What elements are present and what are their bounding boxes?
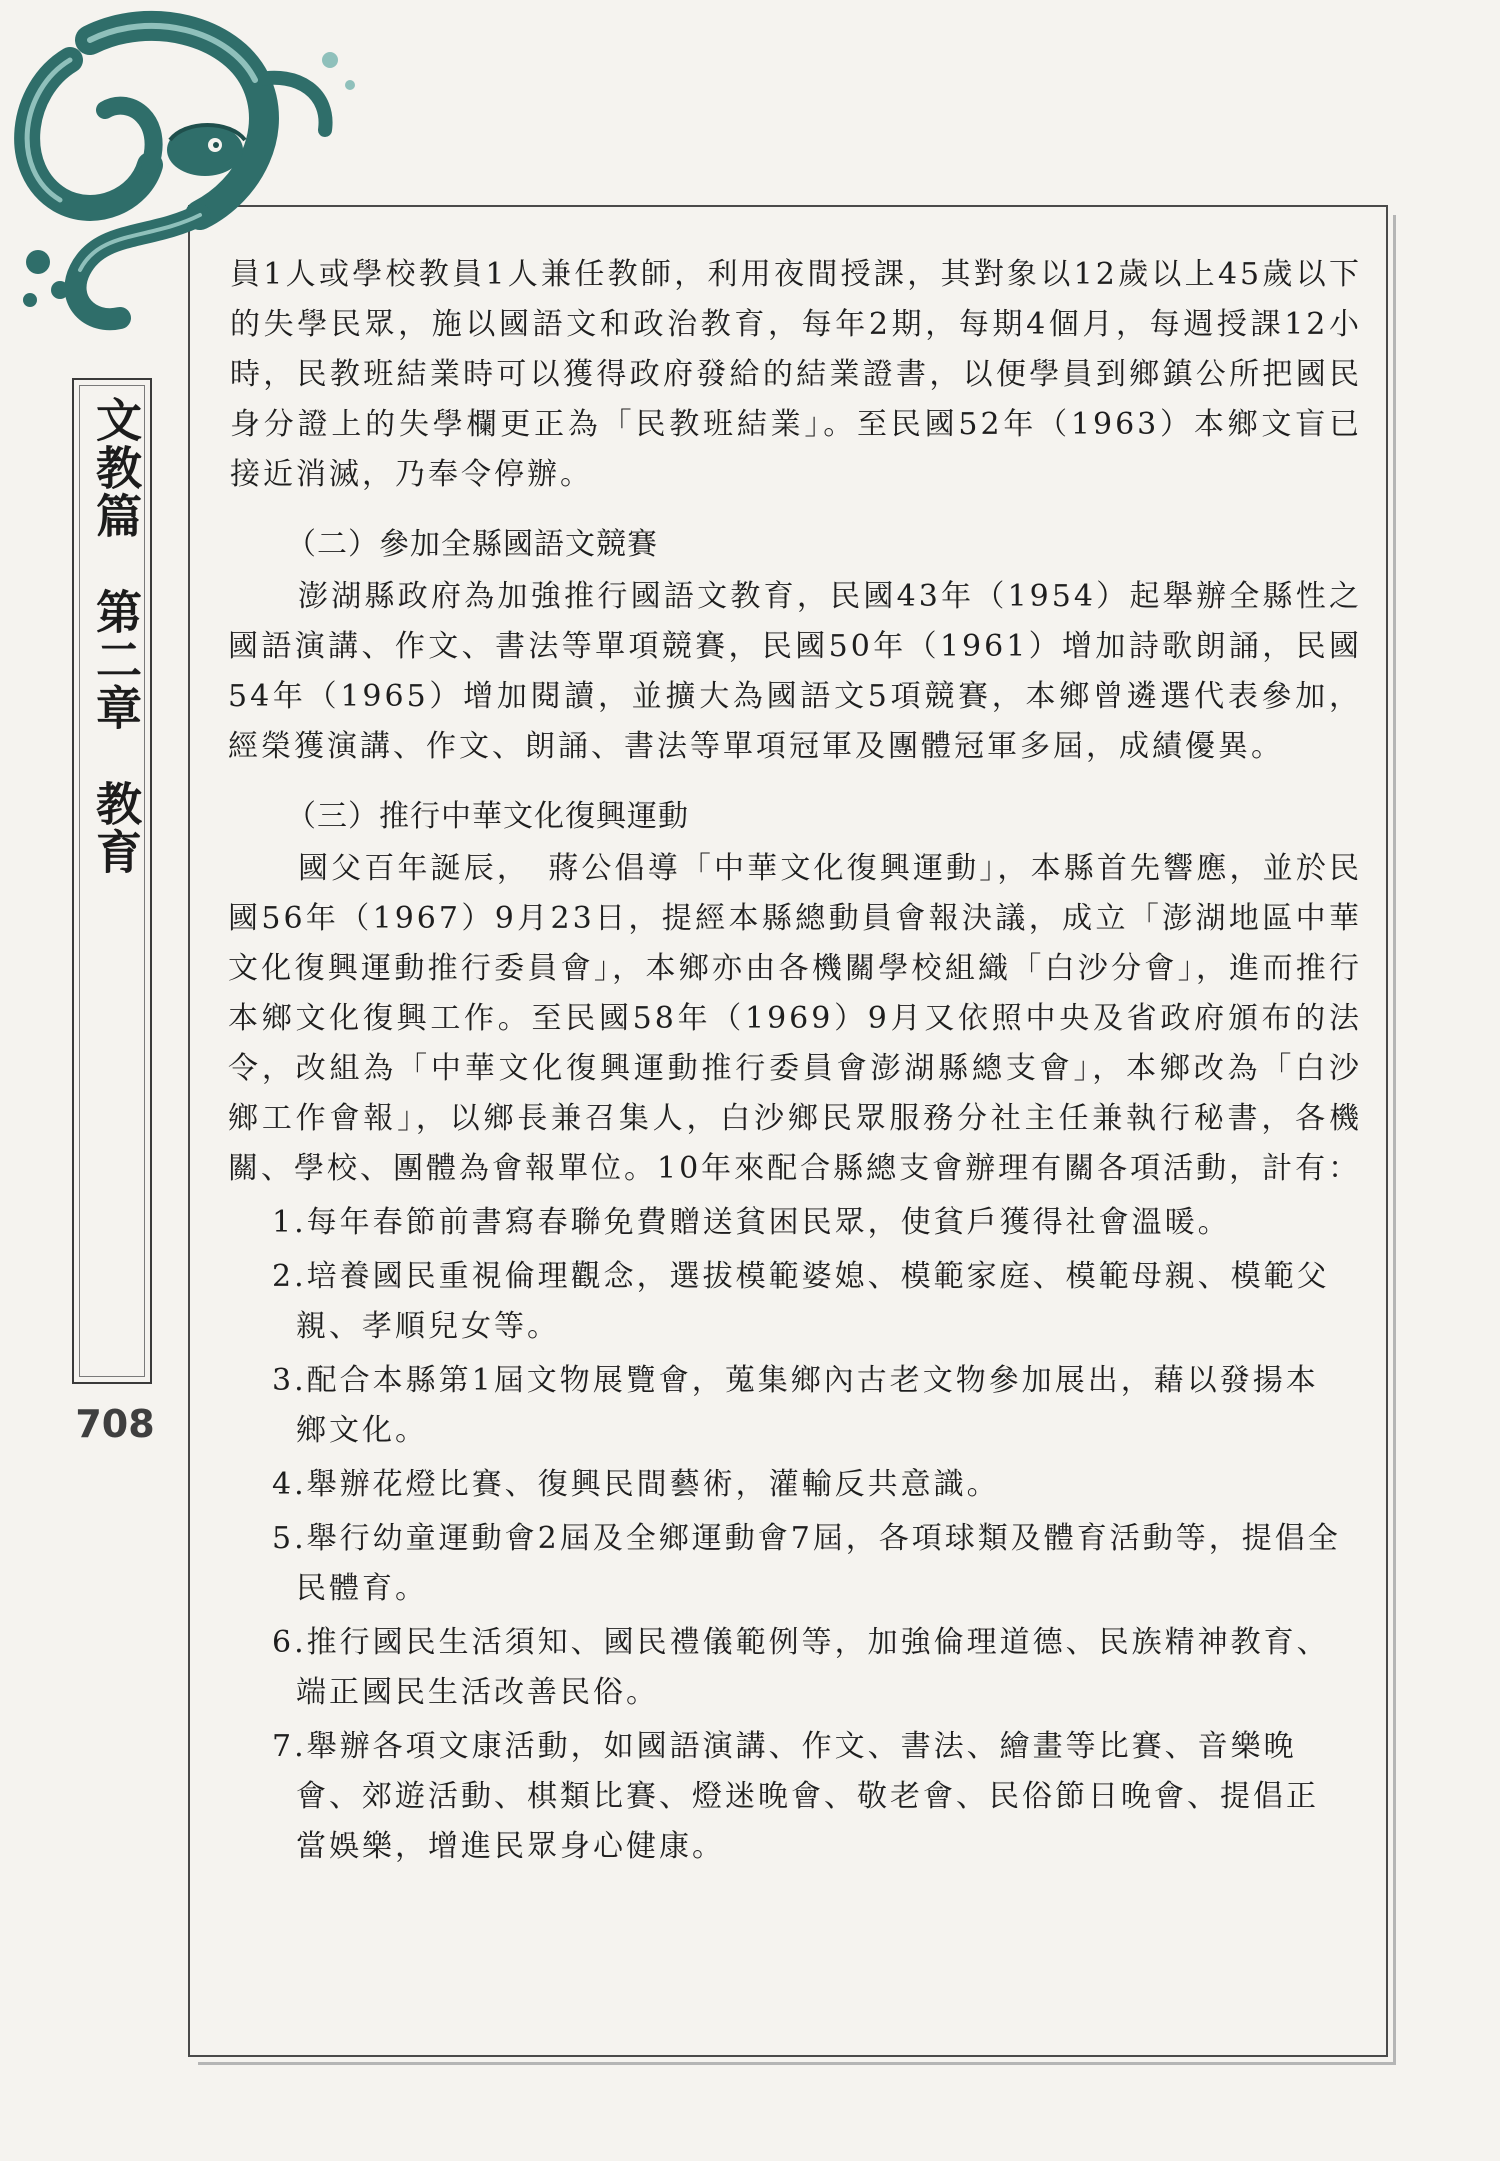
list-item: 6.推行國民生活須知、國民禮儀範例等，加強倫理道德、民族精神教育、端正國民生活改善民俗。 [272,1625,1330,1710]
intro-paragraph: 員1人或學校教員1人兼任教師，利用夜間授課，其對象以12歲以上45歲以下的失學民眾，施以國語文和政治教育，每年2期，每期4個月，每週授課12小時，民教班結業時可以獲得政府發給的結業證書，以便學員到鄉鎮公所把國民身分證上的失學欄更正為「民教班結業」。至民國52年（1963）本鄉文盲已接近消滅，乃奉令停辦。 [230,257,1362,492]
activity-list [228,1198,1362,1872]
section-heading-2: （二）參加全縣國語文競賽 [286,527,658,562]
list-item: 4.舉辦花燈比賽、復興民間藝術，灌輸反共意識。 [272,1467,1000,1502]
section-2-paragraph: 澎湖縣政府為加強推行國語文教育，民國43年（1954）起舉辦全縣性之國語演講、作文、書法等單項競賽，民國50年（1961）增加詩歌朗誦，民國54年（1965）增加閱讀，並擴大為國語文5項競賽，本鄉曾遴選代表參加，經榮獲演講、作文、朗誦、書法等單項冠軍及團體冠軍多屆，成績優異。 [228,579,1362,764]
chapter-side-tab [72,378,152,1384]
section-heading-3: （三）推行中華文化復興運動 [286,799,689,834]
list-item: 3.配合本縣第1屆文物展覽會，蒐集鄉內古老文物參加展出，藉以發揚本鄉文化。 [272,1363,1319,1448]
list-item: 1.每年春節前書寫春聯免費贈送貧困民眾，使貧戶獲得社會溫暖。 [272,1205,1231,1240]
main-content [228,250,1362,1876]
list-item: 7.舉辦各項文康活動，如國語演講、作文、書法、繪畫等比賽、音樂晚會、郊遊活動、棋類比賽、燈迷晚會、敬老會、民俗節日晚會、提倡正當娛樂，增進民眾身心健康。 [272,1729,1319,1864]
chapter-title: 文教篇 第二章 教育 [89,396,143,876]
page-number: 708 [75,1402,155,1446]
list-item: 5.舉行幼童運動會2屆及全鄉運動會7屆，各項球類及體育活動等，提倡全民體育。 [272,1521,1341,1606]
section-3-paragraph: 國父百年誕辰， 蔣公倡導「中華文化復興運動」，本縣首先響應，並於民國56年（1967）9月23日，提經本縣總動員會報決議，成立「澎湖地區中華文化復興運動推行委員會」，本鄉亦由各機關學校組織「白沙分會」，進而推行本鄉文化復興工作。至民國58年（1969）9月又依照中央及省政府頒布的法令，改組為「中華文化復興運動推行委員會澎湖縣總支會」，本鄉改為「白沙鄉工作會報」，以鄉長兼召集人，白沙鄉民眾服務分社主任兼執行秘書，各機關、學校、團體為會報單位。10年來配合縣總支會辦理有關各項活動，計有： [228,851,1362,1186]
list-item: 2.培養國民重視倫理觀念，選拔模範婆媳、模範家庭、模範母親、模範父親、孝順兒女等。 [272,1259,1330,1344]
